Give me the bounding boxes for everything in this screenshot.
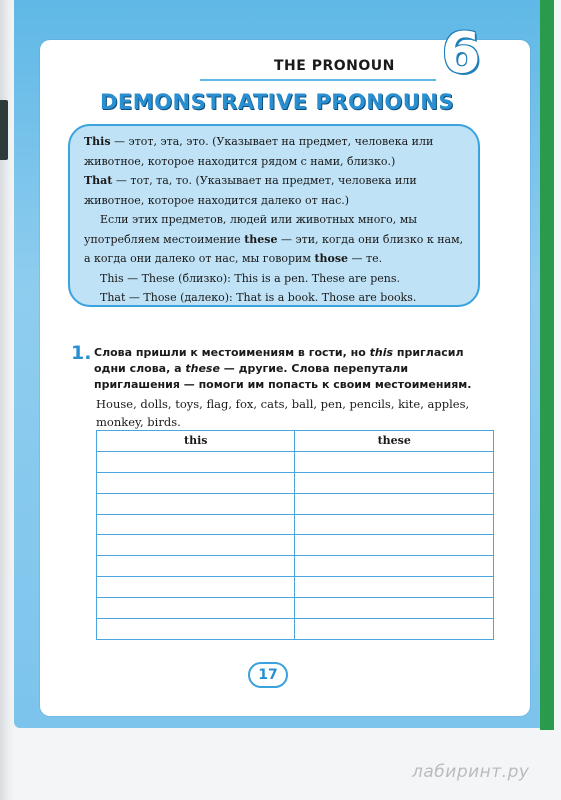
page-number: 17 bbox=[248, 662, 288, 688]
task-text-3: — другие. Слова перепутали приглашения — помоги им попасть к своим местоимениям. bbox=[94, 362, 472, 391]
chapter-title: THE PRONOUN bbox=[274, 58, 395, 74]
task-this-italic: this bbox=[369, 346, 394, 359]
task-number: 1. bbox=[71, 342, 92, 364]
answer-cell-these[interactable] bbox=[295, 493, 494, 514]
answer-cell-these[interactable] bbox=[295, 556, 494, 577]
table-row bbox=[97, 472, 494, 493]
that-keyword: That bbox=[84, 174, 113, 187]
table-row bbox=[97, 451, 494, 472]
answer-cell-these[interactable] bbox=[295, 472, 494, 493]
table-row bbox=[97, 493, 494, 514]
plural-text-1: Если этих предметов, людей или животных много, мы употребляем местоимение bbox=[84, 213, 418, 246]
spine-mark bbox=[0, 100, 8, 160]
answer-cell-this[interactable] bbox=[97, 598, 295, 619]
rule-that bbox=[84, 171, 466, 210]
those-keyword: those bbox=[314, 252, 349, 265]
answer-cell-this[interactable] bbox=[97, 619, 295, 640]
answer-cell-these[interactable] bbox=[295, 577, 494, 598]
task-text-2: пригласил одни слова, а bbox=[94, 346, 464, 375]
table-header-row bbox=[97, 431, 494, 452]
task-these-italic: these bbox=[185, 362, 220, 375]
answer-cell-this[interactable] bbox=[97, 493, 295, 514]
task-instruction bbox=[94, 345, 480, 393]
table-row bbox=[97, 535, 494, 556]
chapter-underline bbox=[200, 79, 436, 81]
this-explanation: — этот, эта, это. (Указывает на предмет, человека или животное, которое находится рядом с нами, близко.) bbox=[84, 135, 434, 168]
table-row bbox=[97, 514, 494, 535]
answer-cell-these[interactable] bbox=[295, 535, 494, 556]
task-text-1: Слова пришли к местоимениям в гости, но bbox=[94, 346, 370, 359]
green-cover-edge bbox=[540, 0, 554, 730]
answer-cell-this[interactable] bbox=[97, 556, 295, 577]
table-row bbox=[97, 556, 494, 577]
plural-text-3: — те. bbox=[348, 252, 383, 265]
sorting-table bbox=[96, 430, 494, 640]
answer-cell-these[interactable] bbox=[295, 619, 494, 640]
rule-box bbox=[68, 124, 480, 307]
rule-example-2: That — Those (далеко): That is a book. Those are books. bbox=[100, 291, 417, 304]
rule-this bbox=[84, 132, 466, 171]
answer-cell-this[interactable] bbox=[97, 577, 295, 598]
answer-cell-this[interactable] bbox=[97, 472, 295, 493]
that-explanation: — тот, та, то. (Указывает на предмет, человека или животное, которое находится далеко от нас.) bbox=[84, 174, 417, 207]
column-header-these: these bbox=[295, 431, 494, 452]
answer-cell-this[interactable] bbox=[97, 451, 295, 472]
table-row bbox=[97, 598, 494, 619]
answer-cell-this[interactable] bbox=[97, 535, 295, 556]
plural-text-2: — эти, когда они близко к нам, а когда они далеко от нас, мы говорим bbox=[84, 232, 464, 265]
table-row bbox=[97, 619, 494, 640]
table-row bbox=[97, 577, 494, 598]
chapter-number: 6 bbox=[441, 21, 481, 86]
answer-cell-this[interactable] bbox=[97, 514, 295, 535]
answer-cell-these[interactable] bbox=[295, 598, 494, 619]
rule-example-1: This — These (близко): This is a pen. These are pens. bbox=[100, 271, 400, 285]
column-header-this: this bbox=[97, 431, 295, 452]
rule-plural bbox=[84, 210, 466, 269]
section-title: DEMONSTRATIVE PRONOUNS bbox=[100, 90, 454, 114]
this-keyword: This bbox=[84, 135, 111, 148]
these-keyword: these bbox=[244, 232, 278, 246]
watermark-logo: лабиринт.ру bbox=[412, 762, 530, 782]
word-list: House, dolls, toys, flag, fox, cats, ball, pen, pencils, kite, apples, monkey, birds. bbox=[96, 397, 470, 429]
answer-cell-these[interactable] bbox=[295, 451, 494, 472]
answer-cell-these[interactable] bbox=[295, 514, 494, 535]
